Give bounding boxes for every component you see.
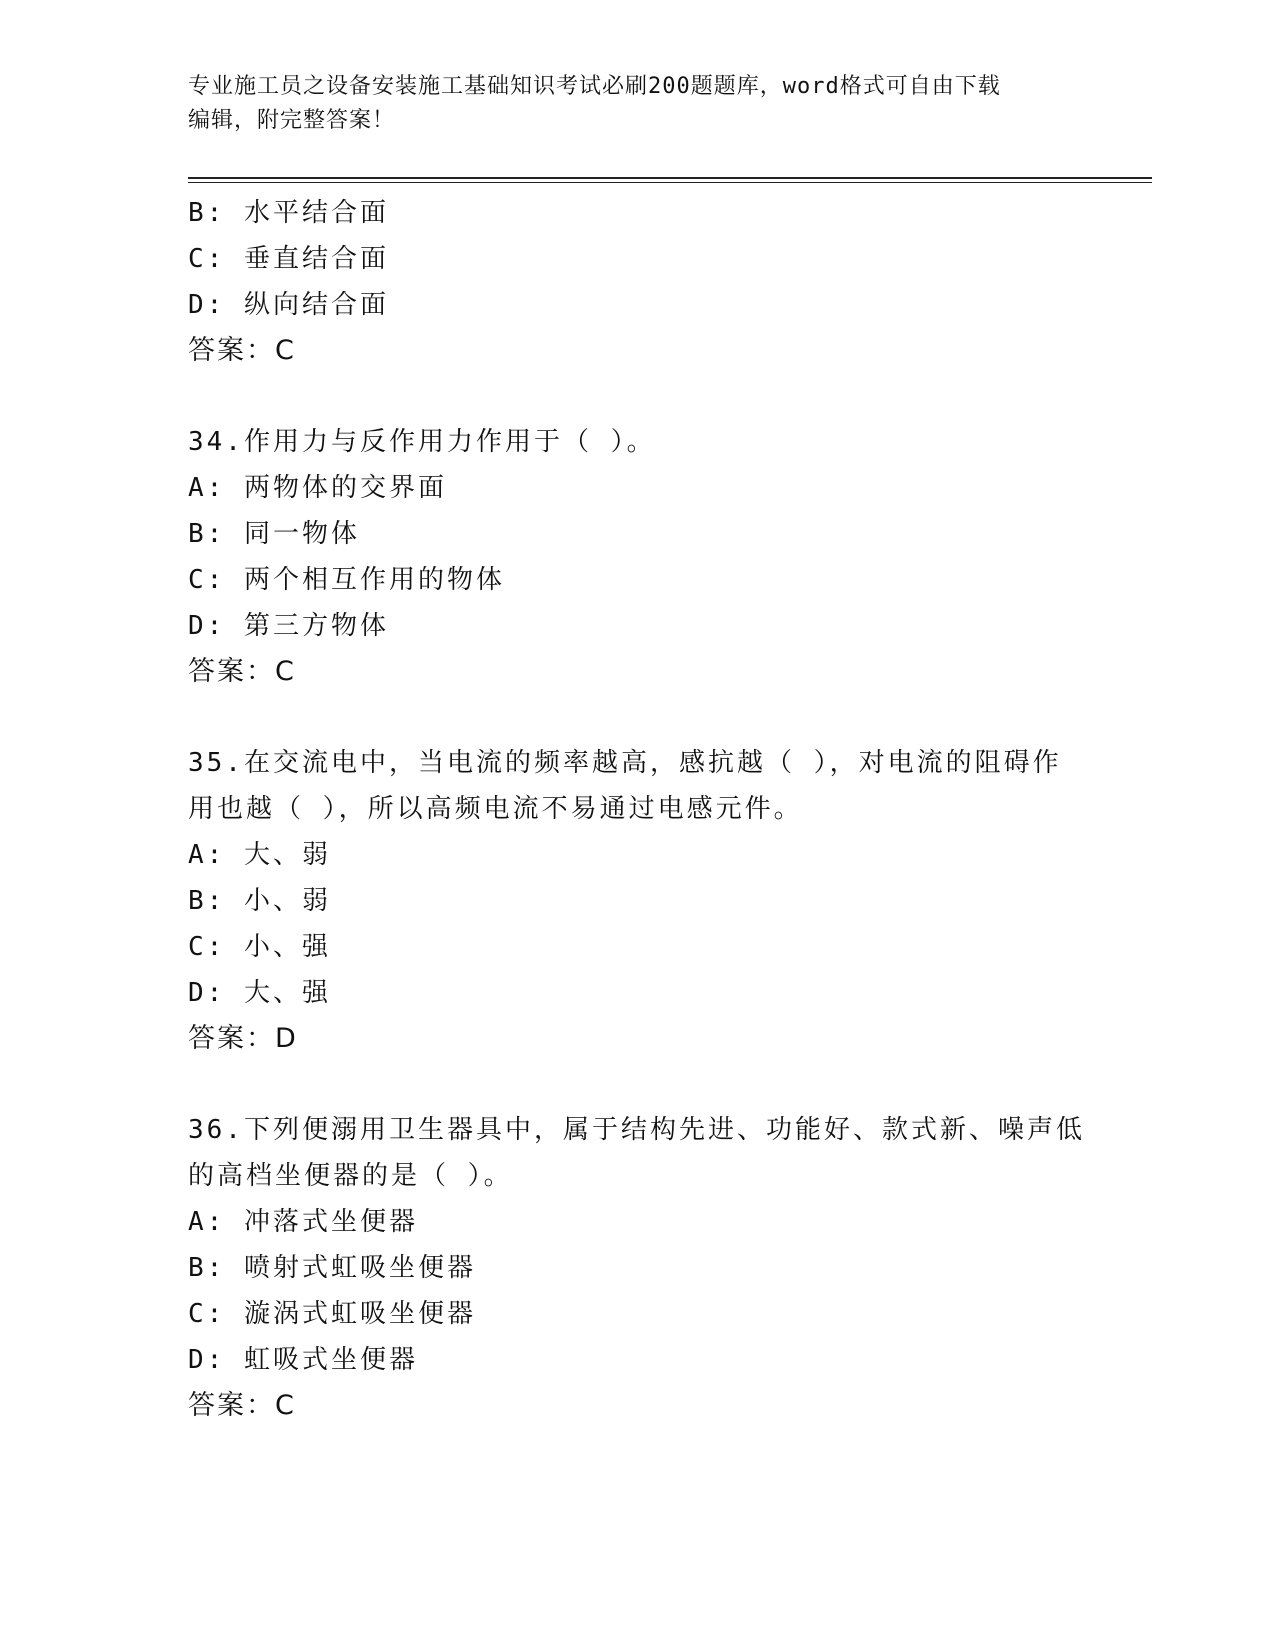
option-b: B: 小、弱 (188, 886, 331, 916)
question-35 (188, 740, 1088, 1062)
option-d: D: 纵向结合面 (188, 290, 389, 320)
option-d: D: 虹吸式坐便器 (188, 1345, 418, 1375)
option-a: A: 冲落式坐便器 (188, 1207, 418, 1237)
option-c: C: 垂直结合面 (188, 244, 389, 274)
question-stem-line-1: 35.在交流电中，当电流的频率越高，感抗越（ ），对电流的阻碍作 (188, 748, 1062, 778)
option-a: A: 两物体的交界面 (188, 473, 447, 503)
question-stem-line-2: 用也越（ ），所以高频电流不易通过电感元件。 (188, 794, 803, 824)
header-divider-thick (188, 177, 1152, 179)
option-d: D: 第三方物体 (188, 611, 389, 641)
option-c: C: 小、强 (188, 932, 331, 962)
question-list (188, 190, 1088, 1429)
question-34 (188, 419, 1088, 695)
page-header (188, 70, 1088, 138)
question-stem-line-1: 36.下列便溺用卫生器具中，属于结构先进、功能好、款式新、噪声低 (188, 1115, 1085, 1145)
option-b: B: 水平结合面 (188, 198, 389, 228)
header-title-line-2: 编辑，附完整答案！ (188, 108, 396, 133)
answer: 答案：C (188, 656, 296, 687)
option-b: B: 同一物体 (188, 519, 360, 549)
answer: 答案：C (188, 335, 296, 366)
question-stem: 34.作用力与反作用力作用于（ ）。 (188, 427, 656, 457)
option-b: B: 喷射式虹吸坐便器 (188, 1253, 476, 1283)
header-title-line-1: 专业施工员之设备安装施工基础知识考试必刷200题题库，word格式可自由下载 (188, 74, 1001, 99)
option-d: D: 大、强 (188, 978, 331, 1008)
question-33 (188, 190, 1088, 374)
answer: 答案：D (188, 1023, 298, 1054)
header-divider-thin (188, 182, 1152, 183)
option-c: C: 两个相互作用的物体 (188, 565, 505, 595)
option-c: C: 漩涡式虹吸坐便器 (188, 1299, 476, 1329)
option-a: A: 大、弱 (188, 840, 331, 870)
question-stem-line-2: 的高档坐便器的是（ ）。 (188, 1161, 513, 1191)
question-36 (188, 1107, 1088, 1429)
answer: 答案：C (188, 1390, 296, 1421)
